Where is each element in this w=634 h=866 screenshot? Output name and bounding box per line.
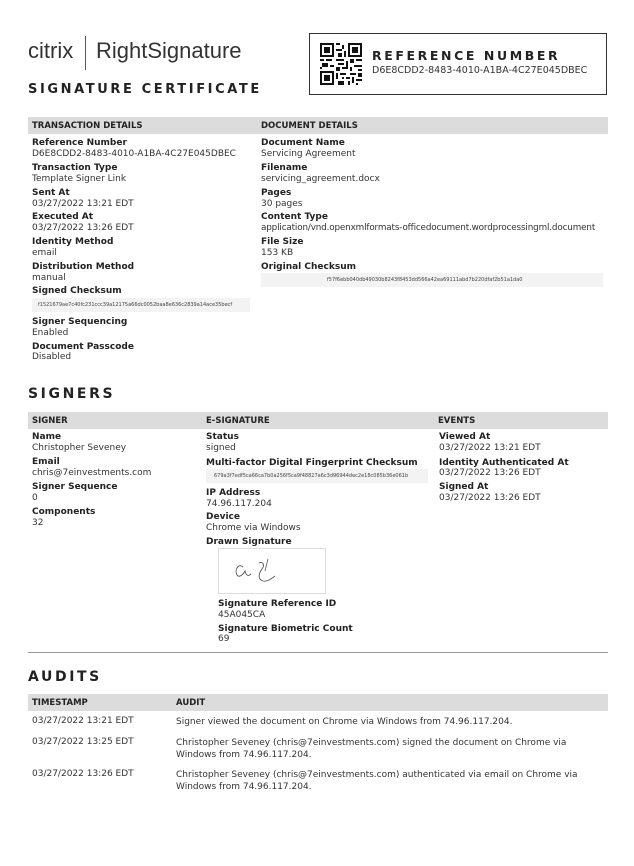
ip-address-label: IP Address (206, 488, 261, 498)
pages-value: 30 pages (261, 199, 303, 209)
transaction-type-label: Transaction Type (32, 163, 118, 173)
drawn-signature-label: Drawn Signature (206, 537, 292, 547)
filename-label: Filename (261, 163, 308, 173)
sent-at-label: Sent At (32, 188, 70, 198)
identity-method-label: Identity Method (32, 237, 114, 247)
audits-header-bar (28, 694, 608, 711)
mfa-checksum-label: Multi-factor Digital Fingerprint Checksum (206, 458, 418, 468)
audit-row (0, 769, 634, 795)
qr-code-icon (320, 43, 362, 85)
audit-timestamp: 03/27/2022 13:26 EDT (32, 769, 134, 779)
logo-divider (85, 36, 86, 70)
original-checksum-label: Original Checksum (261, 262, 356, 272)
signature-reference-label: Signature Reference ID (218, 599, 337, 609)
signers-header-bar (28, 412, 608, 429)
transaction-details-heading: TRANSACTION DETAILS (32, 121, 143, 131)
transaction-type-value: Template Signer Link (32, 174, 127, 184)
status-value: signed (206, 443, 236, 453)
distribution-method-label: Distribution Method (32, 262, 135, 272)
status-label: Status (206, 432, 239, 442)
components-value: 32 (32, 518, 44, 528)
signature-biometric-value: 69 (218, 634, 230, 644)
components-label: Components (32, 507, 96, 517)
file-size-value: 153 KB (261, 248, 294, 258)
audit-timestamp: 03/27/2022 13:25 EDT (32, 737, 134, 747)
document-passcode-label: Document Passcode (32, 342, 134, 352)
signature-biometric-label: Signature Biometric Count (218, 624, 353, 634)
certificate-title: SIGNATURE CERTIFICATE (28, 82, 262, 97)
device-label: Device (206, 512, 240, 522)
mfa-checksum-value: 679a3f7edf5ca66ca7b0a256f5ca9f48827a6c3d96944dec2e18c085b36e061b (206, 469, 428, 483)
document-details-heading: DOCUMENT DETAILS (261, 121, 358, 131)
signer-name-value: Christopher Seveney (32, 443, 127, 453)
identity-method-value: email (32, 248, 57, 258)
audit-text: Christopher Seveney (chris@7einvestments.com) authenticated via email on Chrome via Windows from 74.96.117.204. (176, 770, 578, 792)
signer-sequencing-label: Signer Sequencing (32, 317, 128, 327)
filename-value: servicing_agreement.docx (261, 174, 380, 184)
signature-reference-value: 45A045CA (218, 610, 266, 620)
sent-at-value: 03/27/2022 13:21 EDT (32, 199, 134, 209)
section-divider (28, 652, 608, 653)
events-column-heading: EVENTS (438, 416, 476, 426)
original-checksum-value: f57f6ebb040db49030b8243f8453dd566a42ea69111abd7b220dfaf2b51a1da0 (261, 273, 603, 287)
audit-text: Christopher Seveney (chris@7einvestments.com) signed the document on Chrome via Windows from 74.96.117.204. (176, 738, 567, 760)
signed-at-label: Signed At (439, 482, 489, 492)
signed-at-value: 03/27/2022 13:26 EDT (439, 493, 541, 503)
executed-at-label: Executed At (32, 212, 94, 222)
signature-scribble-icon (219, 549, 325, 593)
distribution-method-value: manual (32, 273, 66, 283)
executed-at-value: 03/27/2022 13:26 EDT (32, 223, 134, 233)
document-passcode-value: Disabled (32, 352, 72, 362)
signers-section-title: SIGNERS (28, 386, 116, 402)
signer-email-value: chris@7einvestments.com (32, 468, 152, 478)
reference-number-field-label: Reference Number (32, 138, 127, 148)
citrix-logo: citrix (28, 38, 74, 63)
signer-sequence-value: 0 (32, 493, 38, 503)
esignature-column-heading: E-SIGNATURE (206, 416, 270, 426)
details-header-bar (28, 117, 608, 134)
audit-row (0, 737, 634, 763)
viewed-at-value: 03/27/2022 13:21 EDT (439, 443, 541, 453)
audit-column-heading: AUDIT (176, 698, 206, 708)
audit-timestamp: 03/27/2022 13:21 EDT (32, 716, 134, 726)
reference-number-box (309, 33, 607, 95)
device-value: Chrome via Windows (206, 523, 301, 533)
audit-text: Signer viewed the document on Chrome via Windows from 74.96.117.204. (176, 717, 513, 727)
signer-email-label: Email (32, 457, 60, 467)
signed-checksum-value: f1521679ae7c40fc231ccc39a12175a66dc0052baa8e636c2839a14ace35becf (32, 298, 250, 312)
reference-number-value: D6E8CDD2-8483-4010-A1BA-4C27E045DBEC (372, 65, 588, 76)
signer-sequence-label: Signer Sequence (32, 482, 118, 492)
drawn-signature-image (218, 548, 326, 594)
pages-label: Pages (261, 188, 292, 198)
file-size-label: File Size (261, 237, 304, 247)
viewed-at-label: Viewed At (439, 432, 491, 442)
signer-column-heading: SIGNER (32, 416, 68, 426)
identity-authenticated-label: Identity Authenticated At (439, 458, 569, 468)
document-name-value: Servicing Agreement (261, 149, 356, 159)
rightsignature-logo: RightSignature (96, 38, 242, 63)
audit-row (0, 716, 634, 732)
signer-sequencing-value: Enabled (32, 328, 69, 338)
reference-number-label: REFERENCE NUMBER (372, 48, 561, 63)
ip-address-value: 74.96.117.204 (206, 499, 272, 509)
signed-checksum-label: Signed Checksum (32, 286, 122, 296)
reference-number-field-value: D6E8CDD2-8483-4010-A1BA-4C27E045DBEC (32, 149, 236, 159)
identity-authenticated-value: 03/27/2022 13:26 EDT (439, 468, 541, 478)
content-type-value: application/vnd.openxmlformats-officedocument.wordprocessingml.document (261, 223, 596, 233)
signer-name-label: Name (32, 432, 62, 442)
document-name-label: Document Name (261, 138, 345, 148)
audits-section-title: AUDITS (28, 669, 102, 685)
timestamp-column-heading: TIMESTAMP (32, 698, 88, 708)
content-type-label: Content Type (261, 212, 328, 222)
